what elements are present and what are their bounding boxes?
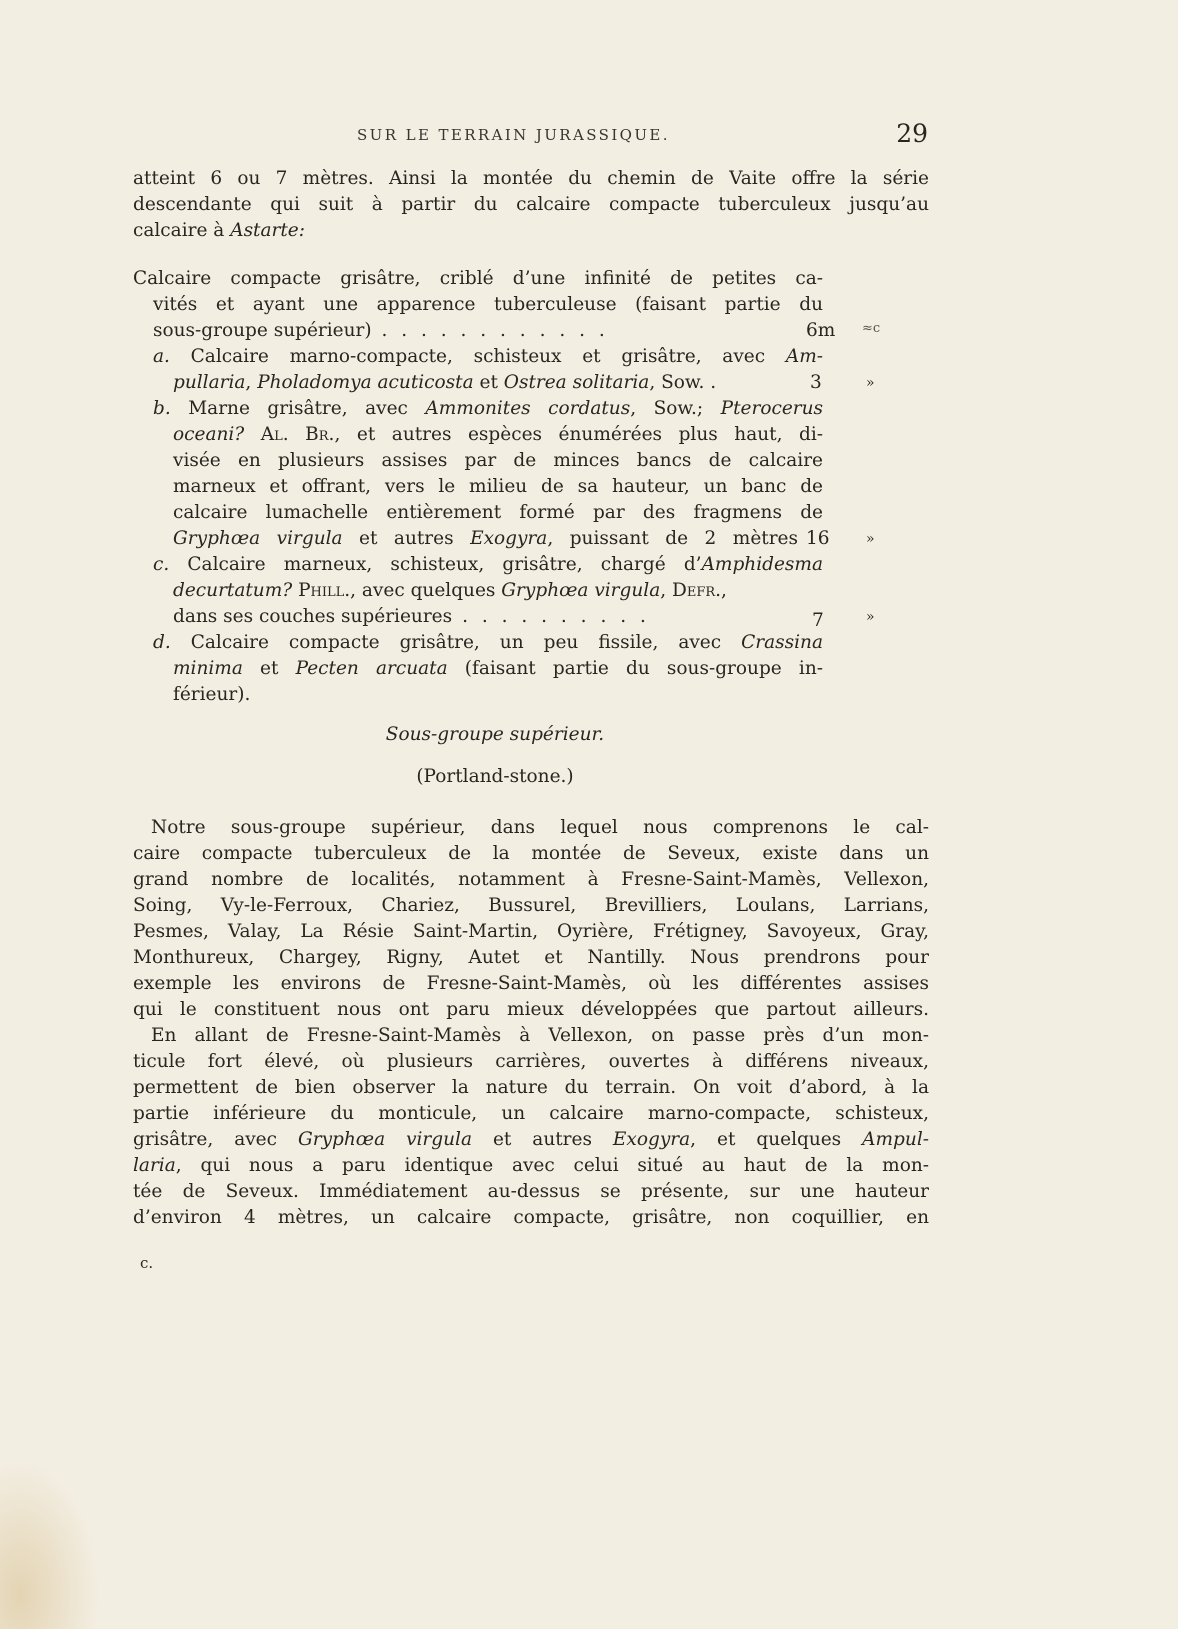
stratum-line: minima et Pecten arcuata (faisant partie du sous-groupe in-: [173, 658, 823, 679]
margin-mark: ≈c: [862, 321, 881, 336]
text-line: descendante qui suit à partir du calcaire compacte tuberculeux jusqu’au: [133, 194, 929, 215]
thickness-value: 3: [810, 372, 822, 393]
margin-mark: »: [866, 531, 875, 547]
text-line: grisâtre, avec Gryphœa virgula et autres Exogyra, et quelques Ampul-: [133, 1129, 929, 1150]
text-line: ticule fort élevé, où plusieurs carrières, ouvertes à différens niveaux,: [133, 1051, 929, 1072]
text-line: atteint 6 ou 7 mètres. Ainsi la montée du chemin de Vaite offre la série: [133, 168, 929, 189]
stratum-line: a. Calcaire marno-compacte, schisteux et grisâtre, avec Am-: [153, 346, 823, 367]
signature-mark: c.: [140, 1254, 154, 1272]
stratum-line: b. Marne grisâtre, avec Ammonites cordatus, Sow.; Pterocerus: [153, 398, 824, 419]
stratum-line: calcaire lumachelle entièrement formé par des fragmens de: [173, 502, 823, 523]
text-line: caire compacte tuberculeux de la montée de Seveux, existe dans un: [133, 843, 929, 864]
text-line: qui le constituent nous ont paru mieux développées que partout ailleurs.: [133, 999, 929, 1020]
running-header: [0, 119, 1178, 156]
text-line: laria, qui nous a paru identique avec celui situé au haut de la mon-: [133, 1155, 929, 1176]
stratum-line: dans ses couches supérieures . . . . . . . . . .: [173, 606, 650, 627]
text-line: grand nombre de localités, notamment à Fresne-Saint-Mamès, Vellexon,: [133, 869, 929, 890]
section-subheading: (Portland-stone.): [416, 766, 574, 787]
stratum-line: Gryphœa virgula et autres Exogyra, puissant de 2 mètres: [173, 528, 798, 549]
text-line: En allant de Fresne-Saint-Mamès à Vellexon, on passe près d’un mon-: [151, 1025, 929, 1046]
stratum-line: vités et ayant une apparence tuberculeuse (faisant partie du: [153, 294, 823, 315]
stratum-line: pullaria, Pholadomya acuticosta et Ostrea solitaria, Sow. .: [173, 372, 717, 393]
thickness-value: 6m: [806, 320, 836, 341]
margin-mark: »: [866, 375, 875, 391]
text-line: d’environ 4 mètres, un calcaire compacte, grisâtre, non coquillier, en: [133, 1207, 929, 1228]
stratum-line: visée en plusieurs assises par de minces bancs de calcaire: [173, 450, 823, 471]
text-line: Soing, Vy-le-Ferroux, Chariez, Bussurel, Brevilliers, Loulans, Larrians,: [133, 895, 929, 916]
stratum-line: férieur).: [173, 684, 251, 705]
stratum-line: Calcaire compacte grisâtre, criblé d’une infinité de petites ca-: [133, 268, 823, 289]
text-line: Notre sous-groupe supérieur, dans lequel nous comprenons le cal-: [151, 817, 929, 838]
running-title: SUR LE TERRAIN JURASSIQUE.: [357, 126, 670, 144]
stratum-line: sous-groupe supérieur) . . . . . . . . . . . .: [153, 320, 609, 341]
margin-mark: »: [866, 609, 875, 625]
text-line: tée de Seveux. Immédiatement au-dessus se présente, sur une hauteur: [133, 1181, 929, 1202]
section-heading: Sous-groupe supérieur.: [385, 724, 605, 745]
text-line: Monthureux, Chargey, Rigny, Autet et Nantilly. Nous prendrons pour: [133, 947, 929, 968]
text-line: calcaire à Astarte:: [133, 220, 305, 241]
text-line: Pesmes, Valay, La Résie Saint-Martin, Oyrière, Frétigney, Savoyeux, Gray,: [133, 921, 929, 942]
stratum-line: oceani? Al. Br., et autres espèces énumérées plus haut, di-: [173, 424, 824, 445]
page-number: 29: [896, 119, 928, 148]
stratum-line: c. Calcaire marneux, schisteux, grisâtre, chargé d’Amphidesma: [153, 554, 823, 575]
text-line: permettent de bien observer la nature du terrain. On voit d’abord, à la: [133, 1077, 929, 1098]
paper-stain: [0, 1459, 100, 1629]
stratum-line: d. Calcaire compacte grisâtre, un peu fissile, avec Crassina: [153, 632, 823, 653]
stratum-line: decurtatum? Phill., avec quelques Gryphœa virgula, Defr.,: [173, 580, 727, 601]
text-line: partie inférieure du monticule, un calcaire marno-compacte, schisteux,: [133, 1103, 929, 1124]
text-line: exemple les environs de Fresne-Saint-Mamès, où les différentes assises: [133, 973, 929, 994]
thickness-value: 16: [806, 528, 830, 549]
stratum-line: marneux et offrant, vers le milieu de sa hauteur, un banc de: [173, 476, 823, 497]
thickness-value: 7: [812, 610, 824, 631]
